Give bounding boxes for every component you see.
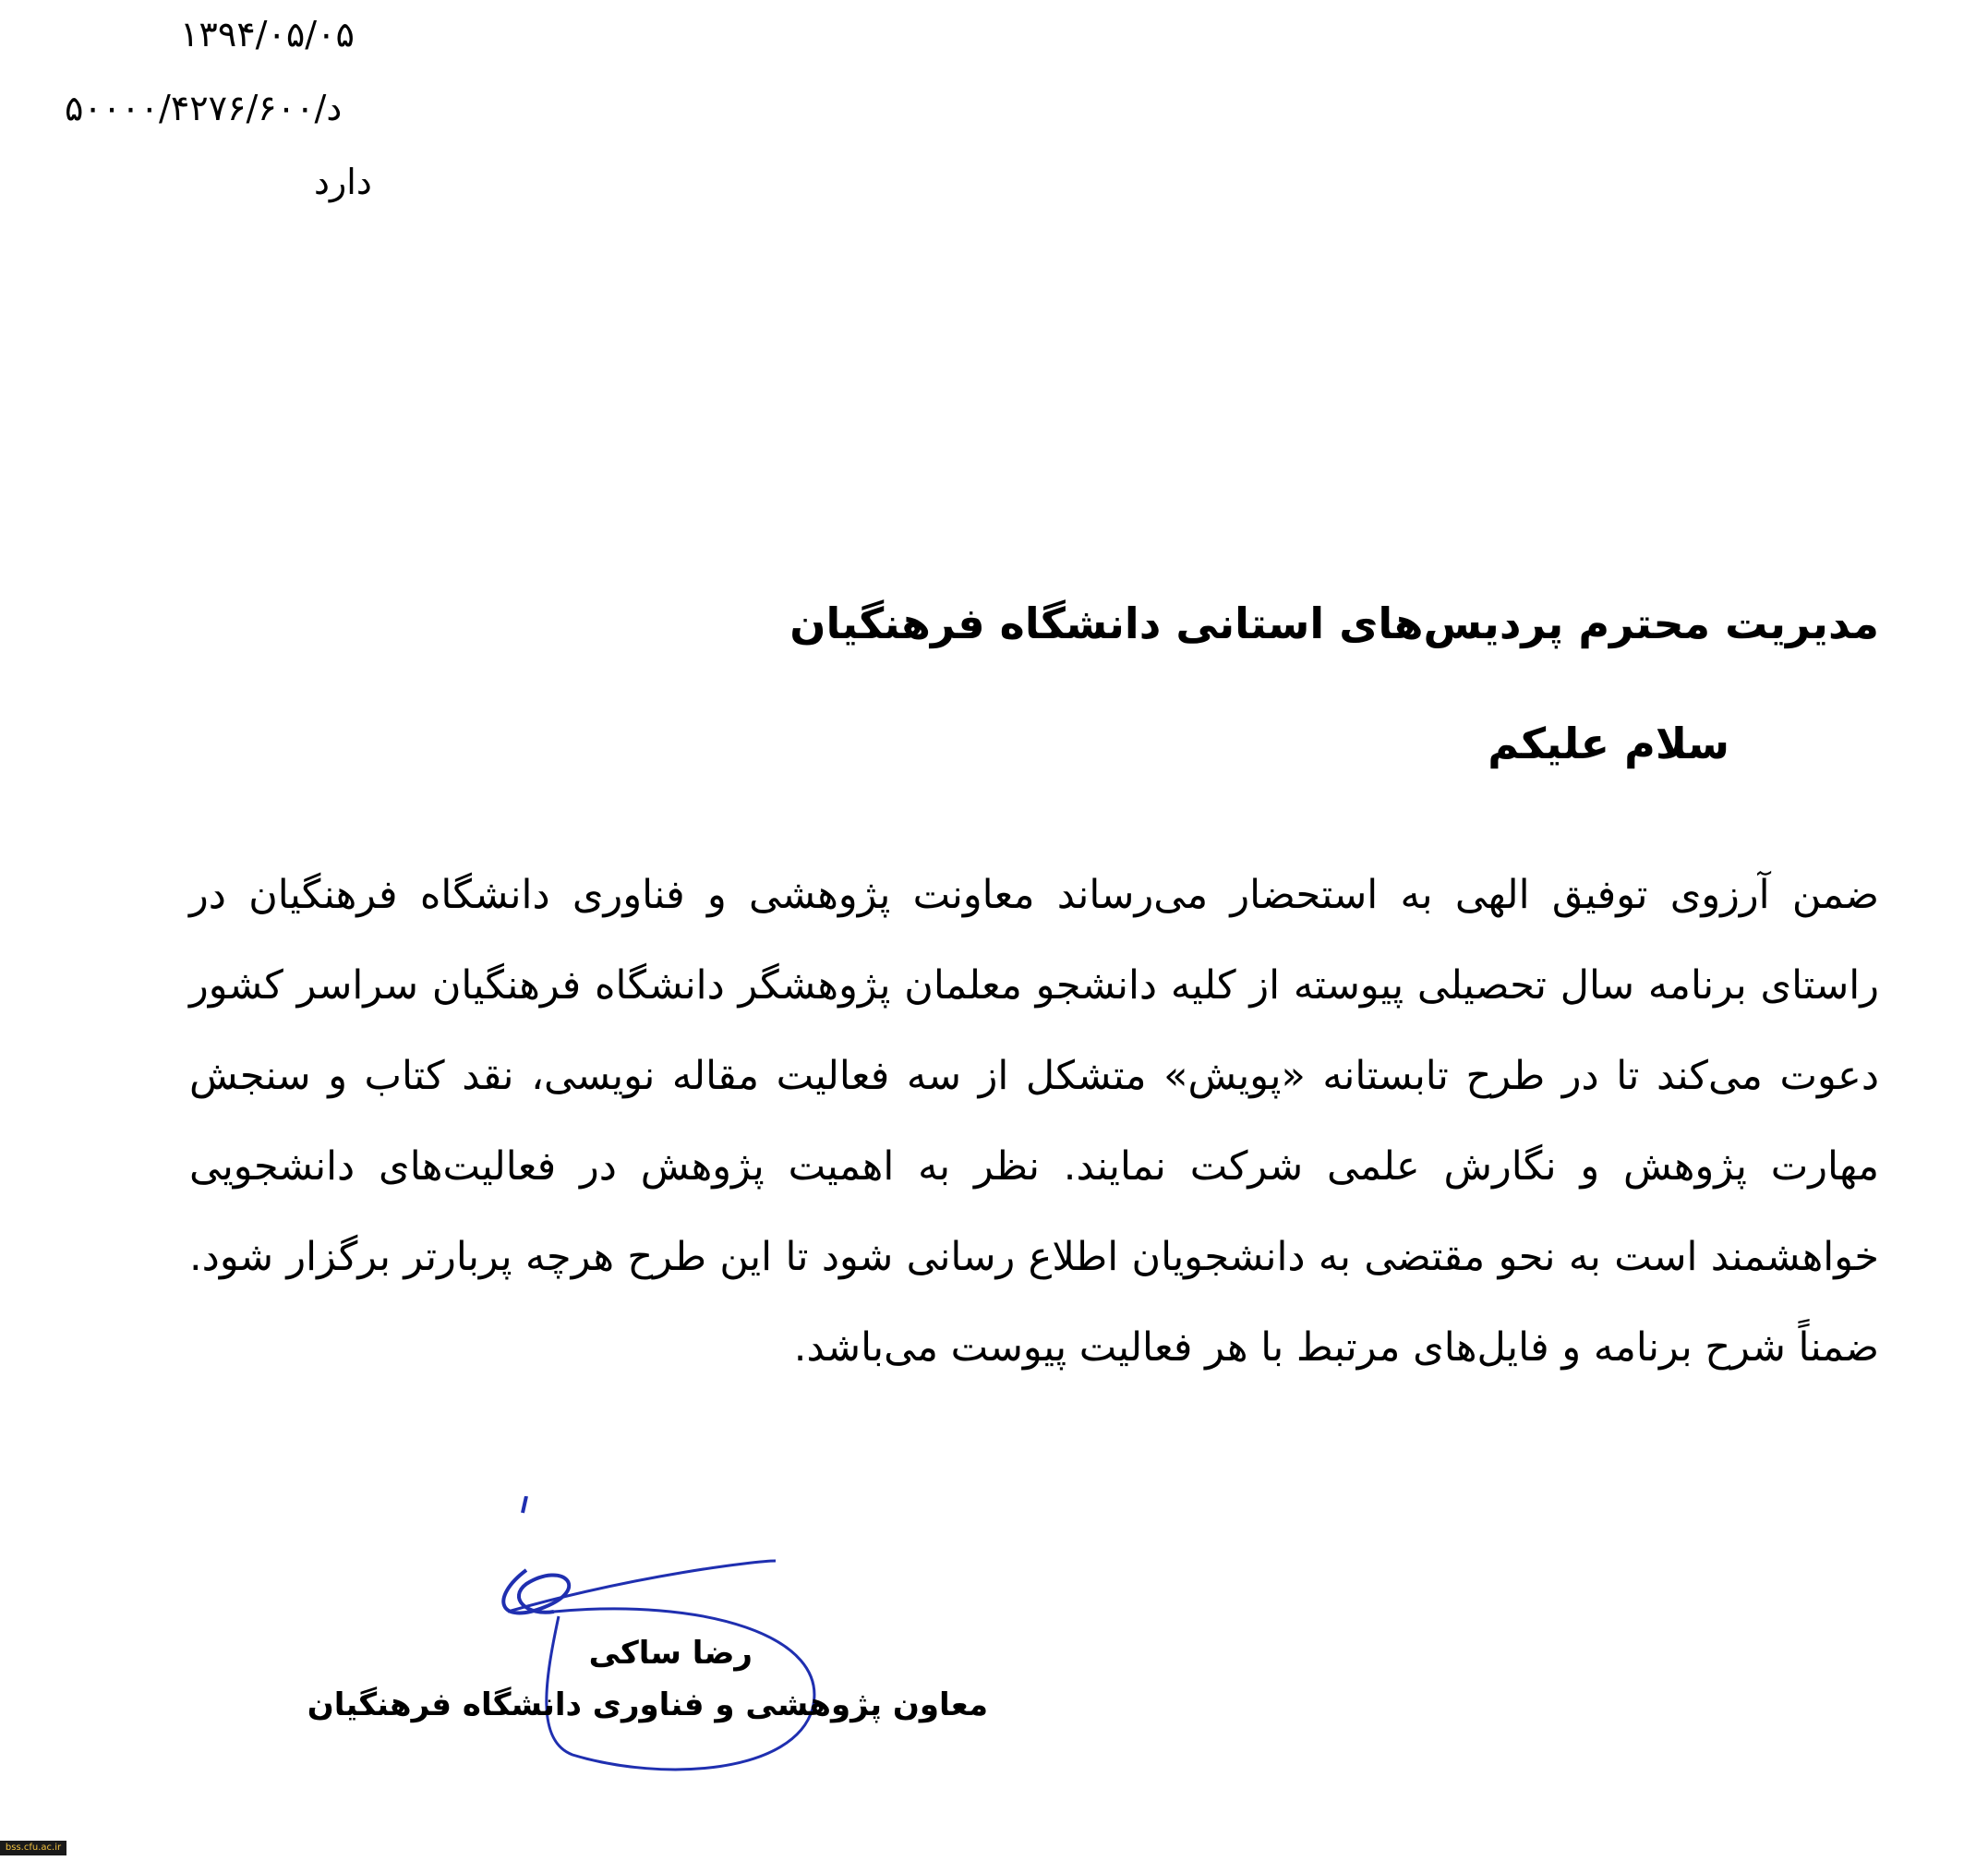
- letter-date: ۱۳۹۴/۰۵/۰۵: [180, 14, 355, 54]
- letter-number: د/۵۰۰۰۰/۴۲۷۶/۶۰۰: [65, 88, 343, 128]
- signer-title: معاون پژوهشی و فناوری دانشگاه فرهنگیان: [307, 1686, 988, 1723]
- attachment-status: دارد: [314, 162, 372, 202]
- greeting-heading: سلام علیکم: [1488, 719, 1729, 768]
- signer-name: رضا ساکی: [588, 1635, 753, 1672]
- recipient-heading: مدیریت محترم پردیس‌های استانی دانشگاه فرهنگیان: [789, 598, 1879, 648]
- letter-body: ضمن آرزوی توفیق الهی به استحضار می‌رساند معاونت پژوهشی و فناوری دانشگاه فرهنگیان در راستای برنامه سال تحصیلی پیوسته از کلیه دانشجو معلمان پژوهشگر دانشگاه فرهنگیان سراسر کشور دعوت می‌کند تا در طرح تابستانه «پویش» متشکل از سه فعالیت مقاله نویسی، نقد کتاب و سنجش مهارت پژوهش و نگارش علمی شرکت نمایند. نظر به اهمیت پژوهش در فعالیت‌های دانشجویی خواهشمند است به نحو مقتضی به دانشجویان اطلاع رسانی شود تا این طرح هرچه پربارتر برگزار شود. ضمناً شرح برنامه و فایل‌های مرتبط با هر فعالیت پیوست می‌باشد.: [189, 872, 1879, 1371]
- footer-badge: bss.cfu.ac.ir: [0, 1841, 66, 1855]
- signature-block: [307, 1496, 1016, 1792]
